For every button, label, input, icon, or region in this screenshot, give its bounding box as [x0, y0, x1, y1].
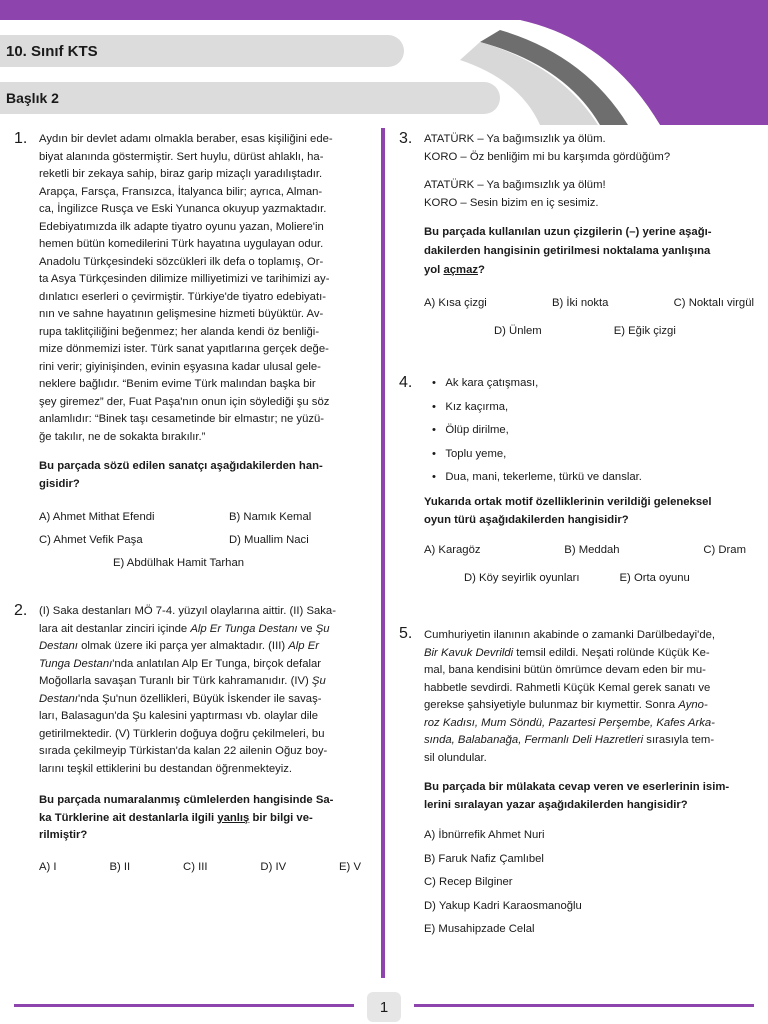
question-2-text — [39, 603, 361, 778]
question-5-text — [424, 627, 746, 767]
text-span: ? — [478, 264, 485, 276]
text-line: ta Asya Türkçesinden dilimize milliyetimizi ve tarihimizi ay- — [39, 273, 330, 285]
text-line: rini verir; giyinişinden, evinin eşyasına kadar ulusal gele- — [39, 360, 321, 373]
option-b[interactable]: B) Namık Kemal — [229, 511, 312, 523]
option-a[interactable]: A) I — [39, 860, 57, 873]
question-4-options-row2 — [424, 570, 754, 587]
text-line: rupa taklitçiliğini beğenmez; her alanda kendi öz benliği- — [39, 325, 320, 338]
question-2-options — [39, 859, 361, 876]
text-line — [424, 645, 746, 663]
footer-line-right — [414, 1004, 754, 1007]
text-span: mal, bana kendisini bütün ömrümce devam eden bir mu- — [424, 664, 706, 676]
text-line: mize dönmemizi ister. Türk sanat yapıtlarına gerçek değe- — [39, 343, 329, 355]
prompt-line: Bu parçada bir mülakata cevap veren ve eserlerinin isim- — [424, 781, 730, 793]
italic-title: Şu — [315, 622, 330, 635]
prompt-line: oyun türü aşağıdakilerden hangisidir? — [424, 513, 629, 526]
text-line: anlamlıdır: “Binek taşı cesametinde bir elmastır; ne yüzü- — [39, 413, 325, 425]
italic-title: Alp Er — [288, 640, 320, 652]
topic-title: Başlık 2 — [0, 82, 500, 114]
italic-title: roz Kadısı, Mum Söndü, Pazartesi Perşembe, Kafes Arka- — [424, 716, 715, 729]
text-line: ca, İngilizce Rusça ve Eski Yunanca okuyup yazmaktadır. — [39, 203, 327, 215]
prompt-line — [39, 810, 361, 828]
text-line — [424, 627, 746, 645]
question-5-number: 5. — [399, 625, 413, 642]
option-c[interactable]: C) Dram — [703, 544, 746, 556]
text-span: Cumhuriyetin ilanının akabinde o zamanki Darülbedayi'de, — [424, 629, 716, 641]
option-e[interactable]: E) Orta oyunu — [619, 572, 690, 584]
text-span: 'nda anlatılan Alp Er Tunga, birçok defalar — [112, 657, 322, 670]
list-item: • Kız kaçırma, — [432, 400, 509, 413]
question-3-options-row2 — [424, 323, 754, 340]
text-line — [424, 732, 746, 750]
text-line: nın ve sahne hayatının gelişmesine hizmeti büyüktür. Av- — [39, 308, 324, 320]
option-d[interactable]: D) Yakup Kadri Karaosmanoğlu — [424, 899, 582, 912]
text-line: hemen bütün komedilerini Türk hayatına uygulayan odur. — [39, 238, 324, 250]
text-line — [424, 662, 746, 680]
underlined-word: yanlış — [217, 811, 250, 824]
list-item: • Ak kara çatışması, — [432, 377, 539, 389]
text-span: yol — [424, 264, 444, 276]
text-line — [39, 673, 361, 691]
text-line — [39, 621, 361, 639]
question-5 — [424, 627, 746, 942]
dialog-line: KORO – Sesin bizim en iç sesimiz. — [424, 196, 599, 209]
question-3-options-row1 — [424, 295, 754, 312]
option-a[interactable]: A) Karagöz — [424, 544, 481, 556]
question-1 — [39, 131, 361, 572]
question-5-prompt — [424, 779, 746, 814]
text-line: Edebiyatımızda ilk adapte tiyatro oyunu yazan, Moliere'in — [39, 220, 324, 233]
option-c[interactable]: C) Recep Bilginer — [424, 876, 513, 888]
text-span: ları, Balasagun'da Şu kalesini yaptırması vb. olaylar dile — [39, 710, 319, 722]
text-span: temsil edildi. Neşati rolünde Küçük Ke- — [513, 646, 710, 659]
prompt-line: Bu parçada kullanılan uzun çizgilerin (–) yerine aşağı- — [424, 226, 712, 238]
text-line: Anadolu Türkçesindeki sözcükleri ilk defa o toplamış, Or- — [39, 255, 324, 268]
text-span: gerekse şahsiyetiyle bulunmaz bir kıymettir. Sonra — [424, 699, 679, 711]
underlined-word: açmaz — [443, 264, 479, 276]
text-line — [39, 726, 361, 744]
prompt-line — [424, 261, 754, 280]
prompt-line: rilmiştir? — [39, 829, 88, 841]
text-span: ve — [297, 622, 316, 635]
footer-line-left — [14, 1004, 354, 1007]
text-line: biyat alanında göstermiştir. Sert huylu, dürüst ahlaklı, ha- — [39, 150, 324, 163]
text-line: Aydın bir devlet adamı olmakla beraber, esas kişiliğini ede- — [39, 133, 333, 145]
question-4-prompt — [424, 494, 754, 529]
text-span: larını teşkil ettiklerini bu destandan öğrenmekteyiz. — [39, 762, 293, 775]
option-c[interactable]: C) III — [183, 860, 208, 873]
dialog-line: KORO – Öz benliğim mi bu karşımda gördüğüm? — [424, 150, 671, 163]
dialog-line: ATATÜRK – Ya bağımsızlık ya ölüm. — [424, 133, 606, 145]
option-e[interactable]: E) Abdülhak Hamit Tarhan — [113, 557, 245, 569]
option-b[interactable]: B) Faruk Nafiz Çamlıbel — [424, 852, 544, 865]
text-line — [39, 691, 361, 709]
prompt-line: dakilerden hangisinin getirilmesi noktalama yanlışına — [424, 245, 711, 257]
option-a[interactable]: A) Kısa çizgi — [424, 297, 487, 309]
text-span: Moğollarla savaşan Turanlı bir Türk kahramanıdır. (IV) — [39, 675, 312, 687]
list-item-text: Ak kara çatışması, — [445, 377, 539, 389]
prompt-line: Bu parçada sözü edilen sanatçı aşağıdakilerden han- — [39, 460, 323, 472]
question-5-options — [424, 824, 746, 942]
text-line — [424, 680, 746, 698]
text-line — [424, 697, 746, 715]
text-span: ka Türklerine ait destanlarla ilgili — [39, 811, 218, 824]
question-3-prompt — [424, 223, 754, 280]
text-span: bir bilgi ve- — [249, 811, 313, 824]
prompt-line: gisidir? — [39, 477, 80, 490]
text-line — [39, 761, 361, 779]
text-span: lara ait destanlar zinciri içinde — [39, 622, 191, 635]
option-e[interactable]: E) Eğik çizgi — [613, 325, 676, 337]
text-line: şey giremez” der, Fuat Paşa'nın onun için söylediği şu söz — [39, 395, 330, 408]
list-item-text: Kız kaçırma, — [445, 400, 509, 413]
text-line — [39, 638, 361, 656]
text-span: habbetle sevdirdi. Rahmetli Küçük Kemal gerek sanatı ve — [424, 681, 711, 694]
text-line — [39, 708, 361, 726]
list-item: • Toplu yeme, — [432, 447, 507, 460]
subject-title: 10. Sınıf KTS — [0, 35, 404, 67]
option-a[interactable]: A) Ahmet Mithat Efendi — [39, 511, 155, 523]
dialog-1 — [424, 131, 754, 166]
text-line: ğe takılır, ne de sokakta bırakılır.” — [39, 430, 206, 443]
list-item-text: Toplu yeme, — [445, 447, 507, 460]
question-4-body — [424, 494, 754, 587]
text-span: sırada çekilmeyip Türkistan'da kalan 22 ailenin Oğuz boy- — [39, 745, 328, 757]
option-d[interactable]: D) Muallim Naci — [229, 534, 309, 546]
italic-title: Destanı — [39, 640, 78, 652]
list-item: • Ölüp dirilme, — [432, 424, 509, 436]
option-e[interactable]: E) V — [339, 860, 361, 873]
option-d[interactable]: D) IV — [260, 860, 287, 873]
text-line: dınlatıcı eserleri o çevirmiştir. Türkiye'de tiyatro edebiyatı- — [39, 290, 326, 303]
text-span: sil olundular. — [424, 751, 487, 764]
italic-title: Destanı — [39, 692, 78, 705]
text-line: Arapça, Farsça, Fransızca, İtalyanca bilir; ayrıca, Alman- — [39, 185, 323, 198]
prompt-line: Bu parçada numaralanmış cümlelerden hangisinde Sa- — [39, 794, 334, 806]
question-1-number: 1. — [14, 130, 28, 147]
text-span: (I) Saka destanları MÖ 7-4. yüzyıl olaylarına aittir. (II) Saka- — [39, 605, 336, 617]
option-c[interactable]: C) Ahmet Vefik Paşa — [39, 534, 143, 546]
text-line — [424, 750, 746, 768]
question-2-number: 2. — [14, 602, 28, 619]
text-span: sırasıyla tem- — [643, 734, 715, 746]
dialog-line: ATATÜRK – Ya bağımsızlık ya ölüm! — [424, 179, 606, 191]
question-3-number: 3. — [399, 130, 413, 147]
column-divider — [381, 128, 385, 978]
text-line: neklere bağlıdır. “Benim evime Türk malından başka bir — [39, 378, 316, 390]
text-span: olmak üzere iki parça yer almaktadır. (III) — [77, 640, 289, 652]
italic-title: sında, Balabanağa, Fermanlı Deli Hazretleri — [424, 734, 644, 746]
italic-title: Alp Er Tunga Destanı — [190, 622, 298, 635]
text-line — [39, 603, 361, 621]
question-2-prompt — [39, 792, 361, 845]
question-4-number: 4. — [399, 374, 413, 391]
page-number: 1 — [367, 992, 401, 1022]
option-d[interactable]: D) Ünlem — [494, 325, 542, 337]
prompt-line: lerini sıralayan yazar aşağıdakilerden hangisidir? — [424, 798, 688, 811]
text-line — [424, 715, 746, 733]
question-1-options — [39, 509, 361, 572]
text-span: getirilmektedir. (V) Türklerin doğuya doğru çekilmeleri, bu — [39, 727, 325, 740]
question-2 — [39, 603, 361, 876]
option-e[interactable]: E) Musahipzade Celal — [424, 923, 535, 935]
text-line: reketli bir zekaya sahip, biraz garip mizaçlı yaradılıştadır. — [39, 168, 323, 180]
italic-title: Bir Kavuk Devrildi — [424, 646, 514, 659]
motif-list — [432, 372, 754, 490]
option-b[interactable]: B) Meddah — [564, 544, 620, 556]
list-item: • Dua, mani, tekerleme, türkü ve danslar. — [432, 471, 642, 483]
option-b[interactable]: B) İki nokta — [551, 297, 609, 309]
dialog-2 — [424, 177, 754, 212]
list-item-text: Ölüp dirilme, — [445, 424, 509, 436]
text-line — [39, 656, 361, 674]
option-d[interactable]: D) Köy seyirlik oyunları — [464, 572, 580, 584]
text-span: 'nda Şu'nun özellikleri, Büyük İskender ile savaş- — [77, 692, 322, 705]
option-b[interactable]: B) II — [109, 860, 131, 873]
question-1-prompt — [39, 458, 361, 493]
question-4 — [432, 372, 754, 490]
italic-title: Tunga Destanı — [39, 657, 113, 670]
option-c[interactable]: C) Noktalı virgül — [673, 297, 754, 309]
question-3 — [424, 131, 754, 340]
question-1-text — [39, 131, 361, 446]
italic-title: Şu — [311, 675, 326, 687]
list-item-text: Dua, mani, tekerleme, türkü ve danslar. — [445, 471, 642, 483]
question-4-options-row1 — [424, 542, 746, 559]
prompt-line: Yukarıda ortak motif özelliklerinin verildiği geleneksel — [424, 496, 712, 508]
option-a[interactable]: A) İbnürrefik Ahmet Nuri — [424, 829, 545, 841]
text-line — [39, 743, 361, 761]
italic-title: Ayno- — [678, 699, 708, 711]
